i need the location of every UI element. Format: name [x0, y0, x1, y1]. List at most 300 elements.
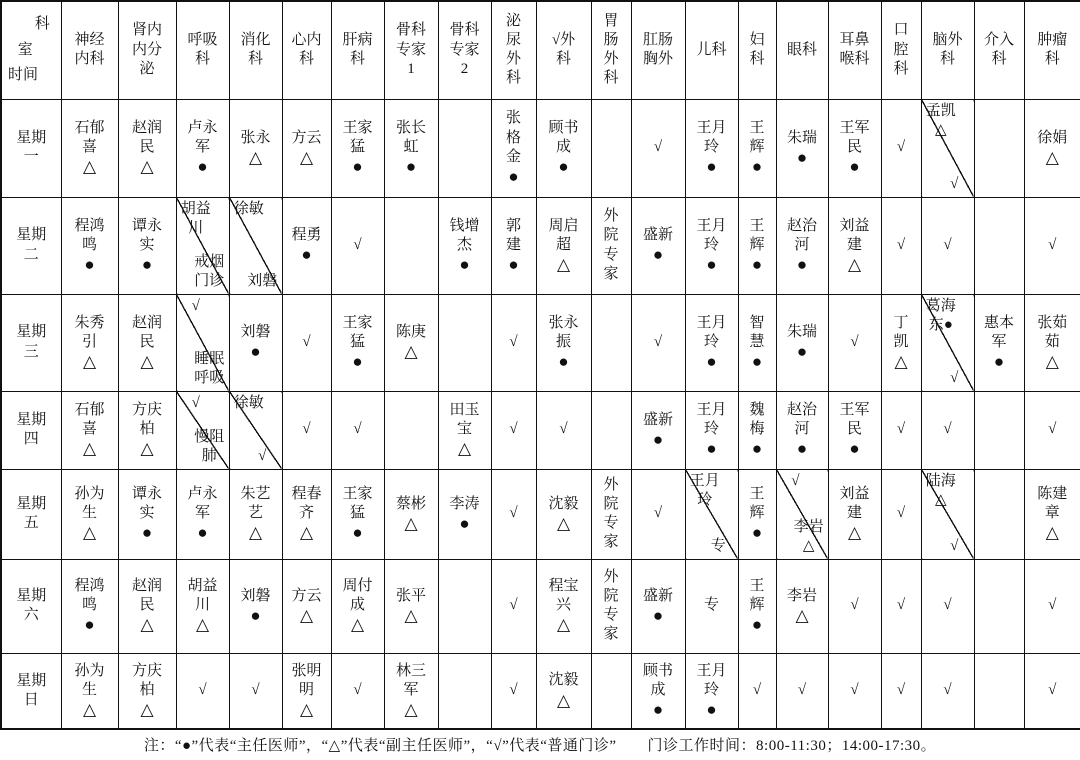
schedule-cell [438, 559, 491, 653]
schedule-cell [631, 99, 685, 197]
cell-upper-text: 胡益川 [180, 200, 211, 236]
cell-lower-text: 慢阻肺 [194, 429, 225, 465]
schedule-cell [738, 99, 776, 197]
schedule-cell [282, 99, 331, 197]
title-mark: ● [706, 439, 717, 459]
doctor-name: 石郁喜 [74, 120, 105, 156]
department-label: 肛肠胸外 [642, 32, 673, 68]
title-mark: △ [82, 351, 97, 371]
doctor-name: √ [1048, 597, 1057, 614]
schedule-cell [61, 469, 118, 559]
cell-lower-text: 刘磐 [247, 273, 278, 290]
title-mark: ● [352, 523, 363, 543]
schedule-cell [881, 653, 921, 729]
department-label: 神经内科 [74, 32, 105, 68]
column-header-department [974, 1, 1024, 99]
schedule-cell [738, 294, 776, 391]
doctor-name: 张格金 [505, 110, 521, 165]
column-header-department [631, 1, 685, 99]
cell-lower-text: √ [258, 448, 267, 465]
schedule-cell [176, 391, 229, 469]
doctor-name: 顾书成 [548, 120, 579, 156]
schedule-cell [828, 559, 881, 653]
doctor-name: √ [509, 333, 518, 350]
doctor-name: √ [896, 682, 906, 699]
legend-note: 注：“●”代表“主任医师”，“△”代表“副主任医师”，“√”代表“普通门诊” 门诊工作时间：8:00-11:30；14:00-17:30。 [143, 738, 937, 754]
doctor-name: 顾书成 [642, 662, 673, 698]
title-mark: ● [250, 605, 261, 625]
title-mark: ● [197, 523, 208, 543]
column-header-department [438, 1, 491, 99]
schedule-cell [881, 197, 921, 294]
doctor-name: 盛新 [642, 587, 673, 604]
schedule-cell [118, 391, 176, 469]
schedule-cell [176, 559, 229, 653]
title-mark: ● [796, 254, 808, 274]
schedule-cell [491, 653, 536, 729]
schedule-cell [176, 469, 229, 559]
title-mark: ● [301, 245, 312, 265]
doctor-name: 周付成 [342, 578, 373, 614]
doctor-name: 张茹茹 [1037, 314, 1068, 350]
schedule-cell [438, 294, 491, 391]
doctor-name: √ [1048, 682, 1057, 699]
title-mark: ● [558, 351, 569, 371]
title-mark: ● [796, 439, 808, 459]
doctor-name: 陈建章 [1037, 486, 1068, 522]
schedule-cell [61, 294, 118, 391]
corner-header [1, 1, 61, 99]
schedule-cell [1024, 99, 1080, 197]
cell-upper-text: √ [191, 297, 200, 314]
schedule-cell [591, 294, 631, 391]
column-header-department [176, 1, 229, 99]
title-mark: △ [1045, 523, 1059, 543]
schedule-cell [921, 559, 974, 653]
doctor-name: 赵润民 [131, 120, 162, 156]
schedule-cell [229, 99, 282, 197]
cell-upper-text: 孟凯△ [925, 102, 956, 138]
department-label: 骨科专家1 [395, 22, 426, 77]
cell-lower-text: 李岩△ [793, 519, 824, 555]
title-mark: △ [248, 147, 263, 167]
schedule-cell [282, 653, 331, 729]
doctor-name: √ [302, 421, 311, 438]
title-mark: △ [1045, 351, 1059, 371]
row-header-day [1, 559, 61, 653]
schedule-cell [331, 469, 384, 559]
schedule-cell [282, 294, 331, 391]
row-header-day [1, 469, 61, 559]
schedule-cell [685, 391, 738, 469]
schedule-cell [631, 294, 685, 391]
doctor-name: √ [559, 421, 568, 438]
doctor-name: 赵治河 [786, 402, 817, 438]
schedule-cell [828, 653, 881, 729]
schedule-cell [974, 469, 1024, 559]
department-label: 肝病科 [342, 32, 373, 68]
schedule-cell [921, 294, 974, 391]
doctor-name: √ [943, 682, 952, 699]
doctor-name: 程春齐 [291, 486, 322, 522]
schedule-cell [118, 197, 176, 294]
schedule-cell [631, 391, 685, 469]
schedule-cell [384, 469, 438, 559]
doctor-name: 蔡彬 [395, 495, 426, 512]
title-mark: ● [751, 254, 763, 274]
title-mark: △ [556, 690, 571, 710]
doctor-name: 张永 [240, 129, 271, 146]
doctor-name: 王辉 [749, 120, 765, 156]
department-label: 介入科 [983, 32, 1014, 68]
schedule-cell [536, 469, 591, 559]
corner-header-text: 室 [17, 41, 33, 58]
schedule-cell [491, 197, 536, 294]
doctor-name: 刘益建 [839, 217, 870, 253]
schedule-cell [176, 99, 229, 197]
doctor-name: 丁凯 [893, 314, 909, 350]
schedule-cell [974, 294, 1024, 391]
schedule-cell [921, 391, 974, 469]
doctor-name: 智慧 [749, 314, 765, 350]
doctor-name: √ [653, 505, 663, 522]
column-header-department [776, 1, 828, 99]
title-mark: ● [459, 513, 470, 533]
title-mark: △ [350, 615, 365, 635]
doctor-name: 盛新 [642, 227, 673, 244]
doctor-name: 王家猛 [342, 120, 373, 156]
title-mark: ● [84, 254, 95, 274]
doctor-name: 张明明 [291, 662, 322, 698]
title-mark: ● [652, 429, 664, 449]
schedule-cell [491, 559, 536, 653]
title-mark: ● [849, 157, 860, 177]
schedule-cell [776, 294, 828, 391]
cell-upper-text: 徐敏 [233, 394, 264, 411]
doctor-name: 林三军 [395, 662, 426, 698]
title-mark: ● [706, 351, 717, 371]
title-mark: ● [141, 254, 153, 274]
corner-header-text: 科 [34, 16, 50, 32]
doctor-name: 方云 [291, 129, 322, 146]
schedule-cell [776, 653, 828, 729]
column-header-department [282, 1, 331, 99]
doctor-name: 谭永实 [131, 486, 162, 522]
schedule-cell [61, 99, 118, 197]
schedule-cell [384, 653, 438, 729]
doctor-name: 方云 [291, 587, 322, 604]
title-mark: △ [1045, 147, 1059, 167]
schedule-cell [438, 469, 491, 559]
day-label: 星期六 [16, 587, 47, 623]
schedule-cell [591, 653, 631, 729]
schedule-cell [776, 99, 828, 197]
title-mark: ● [652, 605, 664, 625]
day-label: 星期二 [16, 227, 47, 263]
day-label: 星期四 [16, 411, 47, 447]
schedule-cell [118, 559, 176, 653]
title-mark: ● [993, 351, 1005, 371]
title-mark: △ [299, 147, 314, 167]
schedule-cell [536, 294, 591, 391]
schedule-cell [438, 391, 491, 469]
doctor-name: 赵润民 [131, 314, 162, 350]
title-mark: ● [796, 342, 808, 362]
schedule-cell [828, 294, 881, 391]
column-header-department [591, 1, 631, 99]
doctor-name: √ [943, 236, 952, 253]
schedule-cell [591, 391, 631, 469]
doctor-name: 程鸿鸣 [74, 217, 105, 253]
department-label: √外科 [551, 32, 576, 68]
doctor-name: √ [752, 682, 762, 699]
doctor-name: 王辉 [749, 578, 765, 614]
doctor-name: √ [850, 333, 859, 350]
title-mark: ● [84, 615, 95, 635]
schedule-cell [438, 99, 491, 197]
schedule-cell [331, 294, 384, 391]
doctor-name: √ [850, 682, 859, 699]
schedule-cell [631, 559, 685, 653]
title-mark: △ [140, 700, 154, 720]
doctor-name: √ [943, 421, 952, 438]
column-header-department [491, 1, 536, 99]
schedule-cell [685, 197, 738, 294]
cell-upper-text: √ [791, 472, 800, 489]
department-label: 耳鼻喉科 [839, 32, 870, 68]
doctor-name: 外院专家 [603, 208, 619, 282]
cell-upper-text: 王月玲 [689, 472, 720, 508]
column-header-department [921, 1, 974, 99]
schedule-cell [881, 294, 921, 391]
title-mark: △ [299, 700, 314, 720]
department-label: 胃肠外科 [603, 12, 619, 87]
title-mark: ● [508, 254, 519, 274]
doctor-name: 盛新 [642, 411, 673, 428]
cell-lower-text: 睡眠呼吸 [194, 351, 225, 387]
schedule-cell [631, 469, 685, 559]
doctor-name: √ [1048, 236, 1057, 253]
schedule-cell [828, 99, 881, 197]
doctor-name: 王辉 [749, 486, 765, 522]
title-mark: △ [140, 439, 154, 459]
schedule-cell [229, 559, 282, 653]
schedule-cell [974, 559, 1024, 653]
schedule-cell [491, 469, 536, 559]
doctor-name: 石郁喜 [74, 402, 105, 438]
doctor-name: 孙为生 [74, 486, 105, 522]
doctor-name: √ [353, 236, 362, 253]
schedule-cell [685, 559, 738, 653]
doctor-name: 刘磐 [240, 587, 271, 604]
doctor-name: 王辉 [749, 217, 765, 253]
schedule-cell [61, 197, 118, 294]
title-mark: △ [847, 523, 862, 543]
schedule-cell [776, 469, 828, 559]
title-mark: ● [849, 439, 860, 459]
schedule-cell [738, 197, 776, 294]
cell-lower-text: √ [950, 538, 959, 555]
schedule-cell [229, 294, 282, 391]
doctor-name: √ [653, 333, 663, 350]
schedule-cell [738, 653, 776, 729]
doctor-name: √ [896, 139, 906, 156]
doctor-name: 张平 [395, 587, 426, 604]
schedule-cell [1024, 197, 1080, 294]
title-mark: ● [751, 615, 763, 635]
schedule-cell [591, 559, 631, 653]
schedule-cell [921, 653, 974, 729]
title-mark: △ [299, 605, 314, 625]
doctor-name: 沈毅 [548, 495, 579, 512]
doctor-name: 王家猛 [342, 314, 373, 350]
title-mark: ● [141, 523, 153, 543]
title-mark: ● [352, 157, 363, 177]
title-mark: △ [299, 523, 314, 543]
doctor-name: √ [198, 682, 207, 699]
doctor-name: 田玉宝 [449, 402, 480, 438]
schedule-cell [536, 197, 591, 294]
schedule-cell [384, 391, 438, 469]
doctor-name: 专 [703, 597, 719, 614]
title-mark: △ [847, 254, 862, 274]
schedule-cell [974, 99, 1024, 197]
schedule-cell [685, 294, 738, 391]
title-mark: ● [352, 351, 363, 371]
schedule-cell [974, 391, 1024, 469]
row-header-day [1, 197, 61, 294]
department-label: 儿科 [696, 41, 727, 58]
schedule-cell [974, 197, 1024, 294]
schedule-cell [331, 653, 384, 729]
schedule-cell [536, 653, 591, 729]
schedule-cell [61, 653, 118, 729]
cell-lower-text: 专 [710, 538, 726, 555]
schedule-cell [921, 469, 974, 559]
doctor-name: √ [509, 505, 518, 522]
column-header-department [536, 1, 591, 99]
doctor-name: 张永振 [548, 314, 579, 350]
schedule-cell [738, 469, 776, 559]
title-mark: △ [140, 157, 154, 177]
cell-lower-text: √ [950, 176, 959, 193]
doctor-name: 李岩 [786, 587, 817, 604]
schedule-cell [881, 391, 921, 469]
schedule-cell [384, 294, 438, 391]
doctor-name: 王月玲 [696, 402, 727, 438]
schedule-cell [176, 197, 229, 294]
title-mark: △ [404, 700, 418, 720]
schedule-cell [491, 391, 536, 469]
schedule-cell [282, 469, 331, 559]
title-mark: ● [250, 342, 261, 362]
title-mark: ● [751, 439, 763, 459]
title-mark: △ [556, 615, 571, 635]
title-mark: ● [706, 157, 717, 177]
schedule-cell [118, 99, 176, 197]
department-label: 肿瘤科 [1037, 32, 1068, 68]
title-mark: ● [751, 157, 763, 177]
doctor-name: 方庆柏 [131, 662, 162, 698]
doctor-name: √ [353, 682, 362, 699]
schedule-cell [61, 559, 118, 653]
schedule-cell [631, 197, 685, 294]
title-mark: ● [706, 700, 717, 720]
schedule-cell [776, 391, 828, 469]
doctor-name: 王月玲 [696, 662, 727, 698]
day-label: 星期五 [16, 495, 47, 531]
doctor-name: 徐娟 [1037, 129, 1068, 146]
doctor-name: √ [943, 597, 952, 614]
title-mark: △ [195, 615, 210, 635]
column-header-department [828, 1, 881, 99]
title-mark: ● [751, 351, 763, 371]
schedule-cell [229, 197, 282, 294]
schedule-cell [881, 99, 921, 197]
schedule-cell [591, 99, 631, 197]
column-header-department [331, 1, 384, 99]
schedule-cell [438, 653, 491, 729]
schedule-cell [536, 559, 591, 653]
cell-upper-text: 陆海△ [925, 472, 956, 508]
doctor-name: 朱艺艺 [240, 486, 271, 522]
schedule-cell [384, 197, 438, 294]
schedule-cell [828, 469, 881, 559]
department-label: 骨科专家2 [449, 22, 480, 77]
cell-lower-text: 戒烟门诊 [194, 254, 225, 290]
doctor-name: 王军民 [839, 402, 870, 438]
doctor-name: 张长虹 [395, 120, 426, 156]
column-header-department [738, 1, 776, 99]
doctor-name: √ [797, 682, 807, 699]
doctor-name: 卢永军 [187, 120, 218, 156]
doctor-name: 惠本军 [983, 314, 1014, 350]
title-mark: △ [82, 439, 97, 459]
schedule-cell [1024, 653, 1080, 729]
title-mark: △ [795, 605, 809, 625]
schedule-cell [384, 559, 438, 653]
schedule-cell [881, 469, 921, 559]
doctor-name: 朱瑞 [786, 324, 817, 341]
schedule-cell [331, 197, 384, 294]
doctor-name: 刘益建 [839, 486, 870, 522]
doctor-name: 王月玲 [696, 314, 727, 350]
title-mark: ● [652, 245, 664, 265]
doctor-name: √ [896, 421, 906, 438]
title-mark: ● [558, 157, 569, 177]
department-label: 心内科 [291, 32, 322, 68]
schedule-cell [738, 391, 776, 469]
doctor-name: √ [896, 236, 906, 253]
title-mark: ● [706, 254, 717, 274]
title-mark: ● [508, 167, 519, 186]
schedule-cell [685, 99, 738, 197]
title-mark: ● [652, 700, 664, 720]
doctor-name: 刘磐 [240, 324, 271, 341]
schedule-cell [685, 469, 738, 559]
schedule-cell [229, 653, 282, 729]
cell-upper-text: 徐敏 [233, 200, 264, 217]
column-header-department [384, 1, 438, 99]
doctor-name: 周启超 [548, 217, 579, 253]
title-mark: △ [404, 342, 418, 362]
schedule-cell [491, 99, 536, 197]
doctor-name: √ [509, 597, 518, 614]
schedule-cell [1024, 559, 1080, 653]
department-label: 眼科 [786, 41, 817, 58]
schedule-cell [282, 391, 331, 469]
schedule-cell [776, 197, 828, 294]
